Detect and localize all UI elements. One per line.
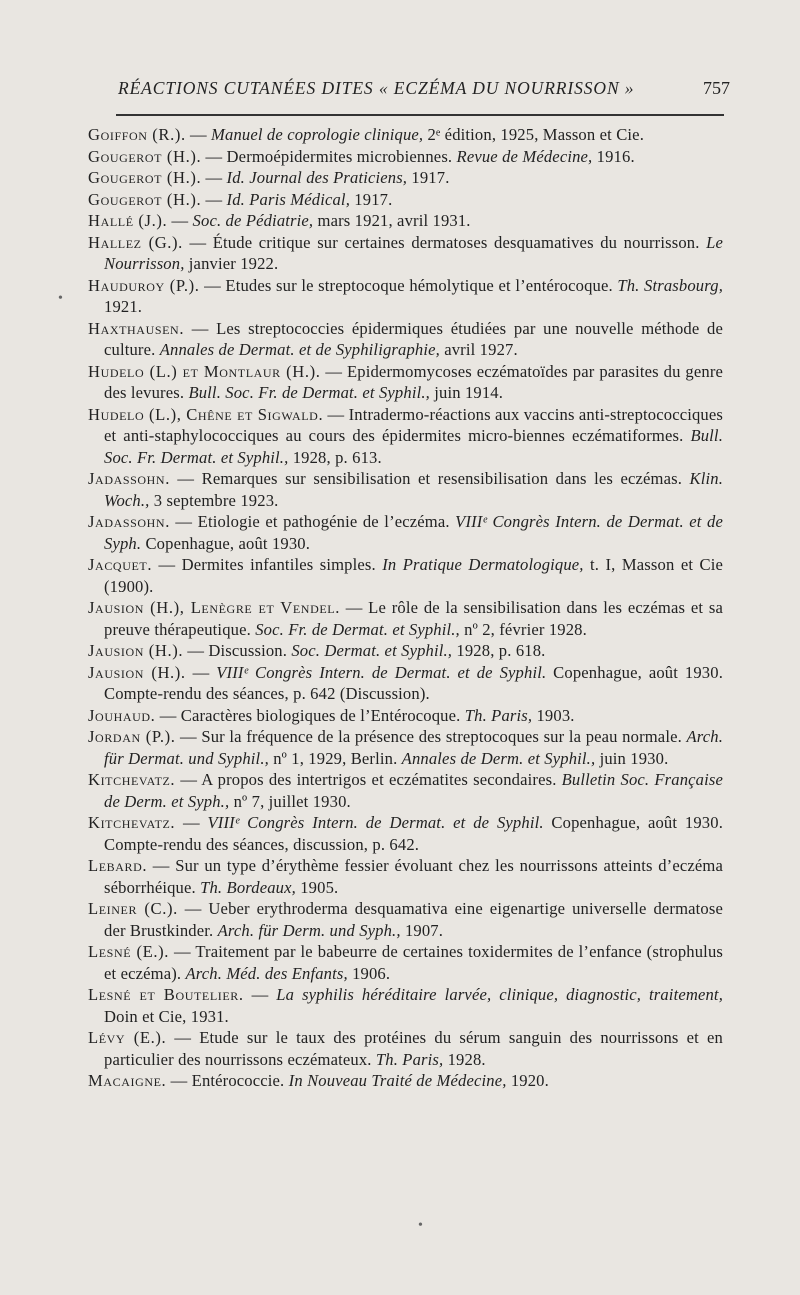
reference-entry <box>88 662 723 705</box>
reference-author: Jouhaud. <box>88 705 156 725</box>
reference-text: 1916. <box>592 146 635 166</box>
reference-entry <box>88 167 723 189</box>
header-rule <box>116 114 724 116</box>
reference-text: — Etude sur le taux des protéines du sérum sanguin des nourrissons et en particulier des nourrissons eczémateux. <box>104 1028 723 1069</box>
reference-entry <box>88 984 723 1027</box>
reference-entry <box>88 210 723 232</box>
reference-text: t. I, Masson et Cie (1900). <box>104 555 724 596</box>
reference-text: 1928, p. 618. <box>452 641 546 660</box>
reference-text: — <box>185 662 217 682</box>
reference-author: Jordan (P.). <box>88 727 176 746</box>
reference-entry <box>88 554 723 597</box>
reference-text: — Intradermo-réactions aux vaccins anti-streptococciques et anti-staphylococciques au cours des épidermites micro-biennes eczématiformes. <box>104 404 723 445</box>
reference-entry <box>88 404 723 469</box>
reference-source: Bull. Soc. Fr. de Dermat. et Syphil., <box>188 383 430 402</box>
reference-author: Jausion (H.). <box>88 662 186 682</box>
reference-text: — Les streptococcies épidermiques étudiées par une nouvelle méthode de culture. <box>104 318 723 359</box>
reference-author: Kitchevatz. <box>88 813 176 832</box>
reference-text: — Traitement par le babeurre de certaines toxidermites de l’enfance (strophulus et eczéma). <box>104 942 723 983</box>
reference-author: Jausion (H.), Lenègre et Vendel. <box>88 598 340 617</box>
reference-source: Arch. für Derm. und Syph., <box>217 920 401 940</box>
reference-author: Gougerot (H.). <box>88 189 202 209</box>
reference-author: Hudelo (L.) et Montlaur (H.). <box>88 361 321 381</box>
reference-text: 3 septembre 1923. <box>149 490 279 510</box>
reference-source: Arch. für Dermat. und Syphil., <box>104 727 723 768</box>
reference-entry <box>88 812 723 855</box>
reference-entry <box>88 726 723 769</box>
reference-source: VIIIᵉ Congrès Intern. de Dermat. et de Syphil. <box>207 813 544 832</box>
reference-text: 1906. <box>347 963 391 983</box>
reference-entry <box>88 597 723 640</box>
reference-entry <box>88 468 723 511</box>
reference-source: Th. Paris, <box>464 705 533 725</box>
reference-author: Lesné (E.). <box>88 942 170 961</box>
reference-text: — Remarques sur sensibilisation et resensibilisation dans les eczémas. <box>169 469 690 488</box>
reference-source: Klin. Woch., <box>104 469 723 510</box>
reference-source: VIIIᵉ Congrès Intern. de Dermat. et de Syph. <box>104 512 723 553</box>
running-title: RÉACTIONS CUTANÉES DITES « ECZÉMA DU NOURRISSON » <box>118 78 635 98</box>
reference-entry <box>88 146 723 168</box>
reference-entry <box>88 640 723 662</box>
reference-author: Jadassohn. <box>88 469 170 488</box>
reference-entry <box>88 124 723 146</box>
reference-text: 1917. <box>350 189 393 209</box>
reference-text: mars 1921, avril 1931. <box>313 211 471 230</box>
reference-author: Lebard. <box>88 856 148 875</box>
reference-text: nº 2, février 1928. <box>459 619 587 639</box>
reference-text: 1928, p. 613. <box>288 447 382 467</box>
reference-author: Jadassohn. <box>88 512 170 531</box>
reference-source: Soc. Fr. de Dermat. et Syphil., <box>255 619 460 639</box>
reference-source: Th. Strasbourg, <box>617 275 723 295</box>
bottom-dot: • <box>418 1218 423 1233</box>
reference-entry <box>88 705 723 727</box>
page-number: 757 <box>703 78 730 98</box>
reference-author: Hallez (G.). <box>88 232 183 252</box>
reference-source: Bulletin Soc. Française de Derm. et Syph., <box>104 770 723 811</box>
reference-source: In Pratique Dermatologique, <box>382 555 584 574</box>
reference-entry <box>88 361 723 404</box>
reference-source: Le Nourrisson, <box>104 232 723 273</box>
reference-author: Leiner (C.). <box>88 899 178 918</box>
reference-text: 2ᵉ édition, 1925, Masson et Cie. <box>423 125 644 144</box>
reference-text: juin 1930. <box>595 748 669 768</box>
reference-source: Bull. Soc. Fr. Dermat. et Syphil., <box>104 426 723 467</box>
reference-entry <box>88 318 723 361</box>
reference-author: Gougerot (H.). <box>88 168 202 187</box>
reference-text: — Etudes sur le streptocoque hémolytique et l’entérocoque. <box>199 275 618 295</box>
reference-text: 1907. <box>400 920 444 940</box>
reference-author: Hudelo (L.), Chêne et Sigwald. <box>88 404 324 424</box>
reference-text: — Caractères biologiques de l’Entérocoque. <box>155 705 465 725</box>
reference-text: nº 1, 1929, Berlin. <box>268 748 402 768</box>
reference-source: Arch. Méd. des Enfants, <box>185 963 348 983</box>
reference-text: — Sur un type d’érythème fessier évoluant chez les nourrissons atteints d’eczéma séborrhéique. <box>104 856 723 897</box>
reference-author: Jausion (H.). <box>88 641 184 660</box>
reference-entry <box>88 232 723 275</box>
running-header <box>118 78 730 108</box>
reference-text: 1920. <box>506 1071 549 1090</box>
reference-source: VIIIᵉ Congrès Intern. de Dermat. et de Syphil. <box>216 662 547 682</box>
reference-source: Revue de Médecine, <box>456 146 593 166</box>
reference-text: janvier 1922. <box>184 254 279 273</box>
reference-entry <box>88 941 723 984</box>
reference-text: — A propos des intertrigos et eczématites secondaires. <box>175 770 562 789</box>
reference-author: Lévy (E.). <box>88 1028 167 1047</box>
reference-text: 1905. <box>295 877 339 897</box>
reference-text: Copenhague, août 1930. Compte-rendu des séances, discussion, p. 642. <box>104 813 723 854</box>
reference-text: Copenhague, août 1930. Compte-rendu des séances, p. 642 (Discussion). <box>104 662 723 703</box>
margin-bullet: • <box>58 291 63 306</box>
reference-source: Soc. de Pédiatrie, <box>192 211 314 230</box>
reference-author: Macaigne. <box>88 1071 167 1090</box>
reference-text: — Dermoépidermites microbiennes. <box>201 146 457 166</box>
reference-text: nº 7, juillet 1930. <box>229 791 351 811</box>
reference-author: Hallé (J.). <box>88 211 168 230</box>
reference-source: La syphilis héréditaire larvée, clinique, diagnostic, traitement, <box>276 985 723 1004</box>
reference-author: Lesné et Boutelier. <box>88 985 244 1004</box>
reference-entry <box>88 769 723 812</box>
reference-source: Annales de Derm. et Syphil., <box>401 748 596 768</box>
reference-text: — Etiologie et pathogénie de l’eczéma. <box>169 512 456 531</box>
reference-entry <box>88 1027 723 1070</box>
reference-source: Manuel de coprologie clinique, <box>211 125 424 144</box>
reference-text: 1903. <box>532 705 575 725</box>
reference-text: — Epidermomycoses eczématoïdes par parasites du genre des levures. <box>104 361 724 402</box>
reference-author: Gougerot (H.). <box>88 146 202 166</box>
reference-text: — Discussion. <box>183 641 292 660</box>
reference-source: Id. Paris Médical, <box>226 189 350 209</box>
reference-source: In Nouveau Traité de Médecine, <box>288 1071 507 1090</box>
reference-source: Id. Journal des Praticiens, <box>226 168 408 187</box>
reference-entry <box>88 189 723 211</box>
reference-entry <box>88 855 723 898</box>
reference-text: avril 1927. <box>439 340 518 359</box>
reference-text: — Dermites infantiles simples. <box>152 555 383 574</box>
reference-text: juin 1914. <box>429 383 504 402</box>
reference-entry <box>88 898 723 941</box>
reference-author: Kitchevatz. <box>88 770 176 789</box>
reference-text: — <box>243 985 277 1004</box>
reference-entry <box>88 511 723 554</box>
reference-text: — <box>201 189 227 209</box>
reference-source: Annales de Dermat. et de Syphiligraphie, <box>159 340 440 359</box>
reference-text: Copenhague, août 1930. <box>141 533 311 553</box>
reference-entry <box>88 1070 723 1092</box>
reference-text: 1917. <box>407 168 450 187</box>
reference-text: Doin et Cie, 1931. <box>104 1006 229 1026</box>
reference-source: Th. Bordeaux, <box>200 877 296 897</box>
reference-text: — Entérococcie. <box>166 1071 289 1090</box>
reference-entry <box>88 275 723 318</box>
reference-author: Haxthausen. <box>88 318 185 338</box>
reference-source: Soc. Dermat. et Syphil., <box>291 641 453 660</box>
reference-text: 1921. <box>104 297 143 316</box>
reference-text: — Étude critique sur certaines dermatoses desquamatives du nourrisson. <box>182 232 707 252</box>
reference-author: Hauduroy (P.). <box>88 275 200 295</box>
reference-text: 1928. <box>443 1049 486 1069</box>
reference-text: — Ueber erythroderma desquamativa eine eigenartige universelle dermatose der Brustkinder. <box>104 899 723 940</box>
reference-text: — <box>201 168 227 187</box>
reference-text: — Sur la fréquence de la présence des streptocoques sur la peau normale. <box>175 727 687 746</box>
reference-author: Jacquet. <box>88 555 153 574</box>
reference-text: — Le rôle de la sensibilisation dans les eczémas et sa preuve thérapeutique. <box>104 598 723 639</box>
reference-source: Th. Paris, <box>375 1049 444 1069</box>
reference-text: — <box>167 211 193 230</box>
bibliography-list <box>88 124 723 1092</box>
reference-text: — <box>185 125 212 144</box>
reference-author: Goiffon (R.). <box>88 125 186 144</box>
reference-text: — <box>175 813 208 832</box>
